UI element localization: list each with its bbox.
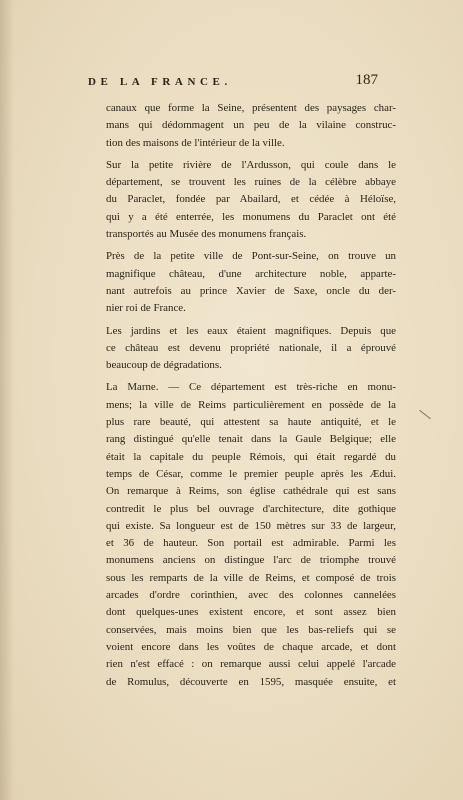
text-line: qui existe. Sa longueur est de 150 mètres sur 33 de largeur,	[106, 519, 396, 532]
text-line: Près de la petite ville de Pont-sur-Seine, on trouve un	[106, 250, 396, 263]
text-line: rang distingué qu'elle tenait dans la Gaule Belgique; elle	[106, 433, 396, 446]
text-line: magnifique château, d'une architecture noble, apparte-	[106, 267, 396, 280]
text-line: canaux que forme la Seine, présentent des paysages char-	[106, 102, 396, 114]
text-line: de Romulus, découverte en 1595, masquée ensuite, et	[106, 675, 396, 688]
text-line: monumens anciens on distingue l'arc de triomphe trouvé	[106, 554, 396, 567]
text-line: qui y a été enterrée, les monumens du Paraclet ont été	[106, 210, 396, 223]
text-line: conservées, mais moins bien que les bas-reliefs qui se	[106, 623, 396, 636]
body-text	[106, 100, 396, 696]
paragraph	[106, 248, 396, 317]
text-line: ce château est devenu propriété nationale, il a éprouvé	[106, 341, 396, 354]
text-line: La Marne. — Ce département est très-riche en monu-	[106, 381, 396, 394]
page-number: 187	[355, 72, 378, 88]
text-line: dont quelques-unes existent encore, et sont assez bien	[106, 606, 396, 619]
paragraph	[106, 323, 396, 375]
text-line: Les jardins et les eaux étaient magnifiques. Depuis que	[106, 324, 396, 337]
text-line: était la capitale du peuple Rémois, qui était regardé du	[106, 450, 396, 463]
paragraph	[106, 100, 396, 152]
text-line: mens; la ville de Reims particulièrement en possède de la	[106, 398, 396, 411]
page-blemish	[419, 410, 431, 419]
text-line: arcades d'ordre corinthien, avec des colonnes cannelées	[106, 589, 396, 602]
text-line: On remarque à Reims, son église cathédrale qui est sans	[106, 485, 396, 498]
text-line: et 36 de hauteur. Son portail est admirable. Parmi les	[106, 537, 396, 550]
text-line: nant autrefois au prince Xavier de Saxe, oncle du der-	[106, 284, 396, 297]
text-line: tion des maisons de l'intérieur de la ville.	[106, 136, 285, 149]
text-line: Sur la petite rivière de l'Ardusson, qui coule dans le	[106, 158, 396, 171]
text-line: transportés au Musée des monumens français.	[106, 228, 307, 241]
text-line: plus rare beauté, qui attestent sa haute antiquité, et le	[106, 416, 396, 429]
text-line: temps de César, comme le premier peuple après les Ædui.	[106, 467, 396, 480]
text-line: département, se trouvent les ruines de la célèbre abbaye	[106, 176, 396, 189]
text-line: du Paraclet, fondée par Abailard, et cédée à Héloïse,	[106, 193, 396, 206]
binding-shadow	[0, 0, 14, 800]
running-title: DE LA FRANCE.	[88, 76, 232, 88]
paragraph	[106, 157, 396, 243]
running-header	[88, 72, 378, 92]
paragraph	[106, 379, 396, 690]
text-line: sous les remparts de la ville de Reims, et composé de trois	[106, 571, 396, 584]
text-line: nier roi de France.	[106, 302, 186, 315]
text-line: beaucoup de dégradations.	[106, 359, 222, 372]
text-line: contredit le plus bel ouvrage d'architecture, dite gothique	[106, 502, 396, 515]
text-line: voient encore dans les voûtes de chaque arcade, et dont	[106, 640, 396, 653]
text-line: mans qui dédommagent un peu de la vilaine construc-	[106, 119, 396, 132]
text-line: rien n'est effacé : on remarque aussi celui appelé l'arcade	[106, 658, 396, 671]
